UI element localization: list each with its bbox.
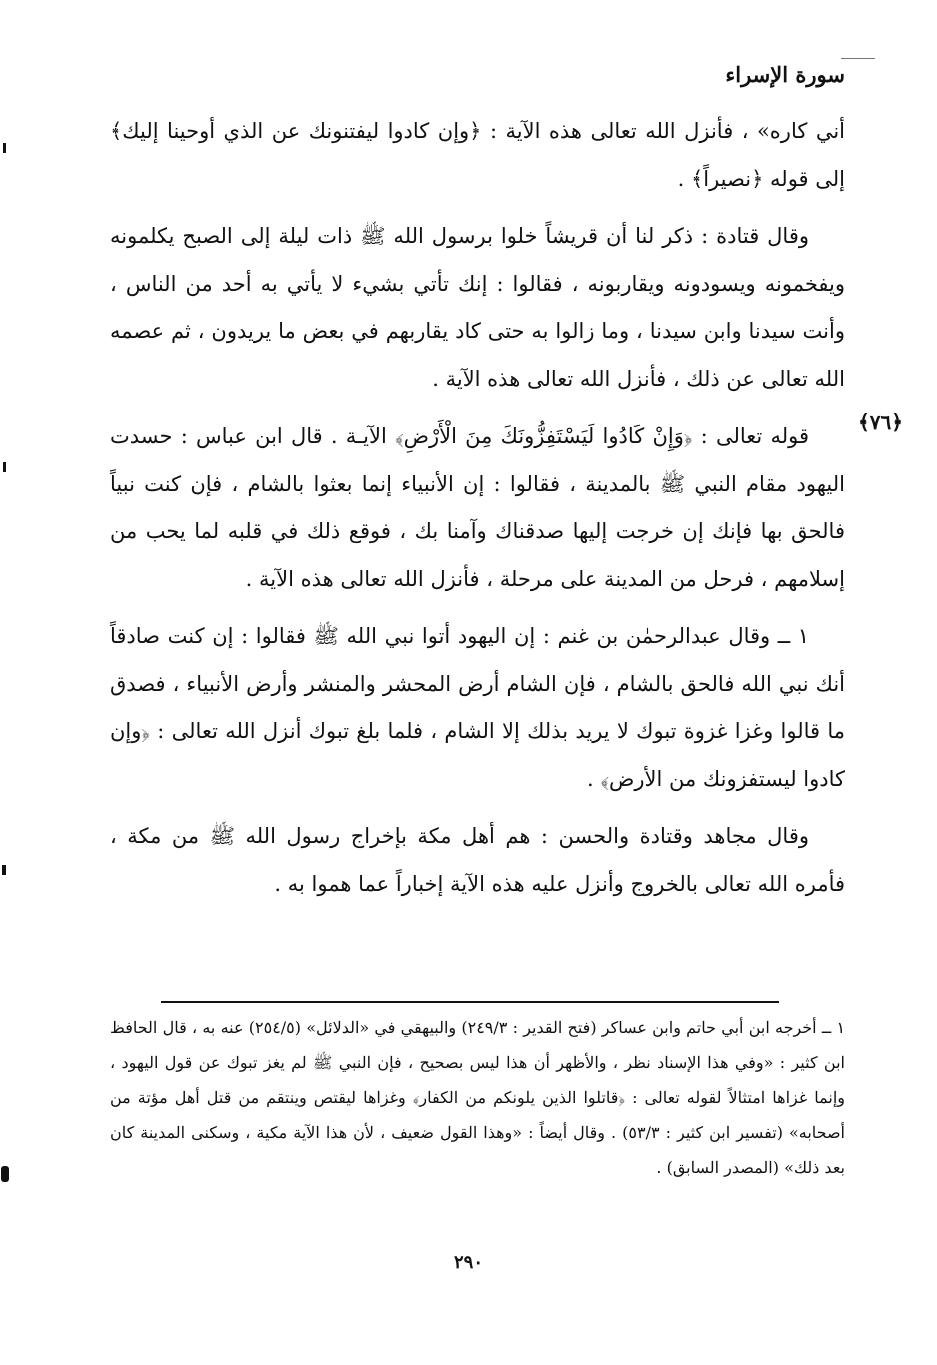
scan-mark — [3, 462, 6, 472]
scan-mark — [1, 1166, 9, 1182]
paragraph-abdulrahman: ١ ــ وقال عبدالرحمٰن بن غنم : إن اليهود أتوا نبي الله ﷺ فقالوا : إن كنت صادقاً أنك نبي الله فالحق بالشام ، فإن الشام أرض المحشر والمنشر وأرض الأنبياء ، فصدق ما قالوا وغزا غزوة تبوك لا يريد بذلك إلا الشام ، فلما بلغ تبوك أنزل الله تعالى : ﴿وإن كادوا ليستفزونك من الأرض﴾ . — [110, 624, 845, 791]
page-number: ٢٩٠ — [453, 1252, 483, 1273]
scan-mark — [2, 865, 6, 875]
header-rule — [841, 58, 875, 59]
paragraph-verse-76: قوله تعالى : ﴿وَإِنْ كَادُوا لَيَسْتَفِزُّونَكَ مِنَ الْأَرْضِ﴾ الآيـة . قال ابن عباس : حسدت اليهود مقام النبي ﷺ بالمدينة ، فقالوا : إن الأنبياء إنما بعثوا بالشام ، فإن كنت نبياً فالحق بها فإنك إن خرجت إليها صدقناك وآمنا بك ، فوقع ذلك في قلبه لما يحب من إسلامهم ، فرحل من المدينة على مرحلة ، فأنزل الله تعالى هذه الآية . — [110, 424, 845, 591]
footnote-separator — [161, 1001, 779, 1003]
scan-mark — [3, 143, 6, 153]
paragraph-continuation: أني كاره» ، فأنزل الله تعالى هذه الآية : ﴿وإن كادوا ليفتنونك عن الذي أوحينا إليك﴾ إلى قوله ﴿نصيراً﴾ . — [110, 119, 845, 191]
paragraph-qatada: وقال قتادة : ذكر لنا أن قريشاً خلوا برسول الله ﷺ ذات ليلة إلى الصبح يكلمونه ويفخمونه ويسودونه ويقاربونه ، فقالوا : إنك تأتي بشيء لا يأتي به أحد من الناس ، وأنت سيدنا وابن سيدنا ، وما زالوا به حتى كاد يقاربهم في بعض ما يريدون ، ثم عصمه الله تعالى عن ذلك ، فأنزل الله تعالى هذه الآية . — [110, 224, 845, 391]
running-header: سورة الإسراء — [725, 62, 845, 87]
main-text — [110, 108, 845, 908]
verse-number-marker: ﴿٧٦﴾ — [858, 410, 903, 434]
paragraph-mujahid: وقال مجاهد وقتادة والحسن : هم أهل مكة بإخراج رسول الله ﷺ من مكة ، فأمره الله تعالى بالخروج وأنزل عليه هذه الآية إخباراً عما هموا به . — [110, 824, 845, 896]
footnote: ١ ــ أخرجه ابن أبي حاتم وابن عساكر (فتح القدير : ٢٤٩/٣) والبيهقي في «الدلائل» (٢٥٤/٥) عنه به ، قال الحافظ ابن كثير : «وفي هذا الإسناد نظر ، والأظهر أن هذا ليس بصحيح ، فإن النبي ﷺ لم يغز تبوك عن قول اليهود ، وإنما غزاها امتثالاً لقوله تعالى : ﴿قاتلوا الذين يلونكم من الكفار﴾ وغزاها ليقتص وينتقم من قتل أهل مؤتة من أصحابه» (تفسير ابن كثير : ٥٣/٣) . وقال أيضاً : «وهذا القول ضعيف ، لأن هذا الآية مكية ، وسكنى المدينة كان بعد ذلك» (المصدر السابق) . — [110, 1018, 846, 1177]
